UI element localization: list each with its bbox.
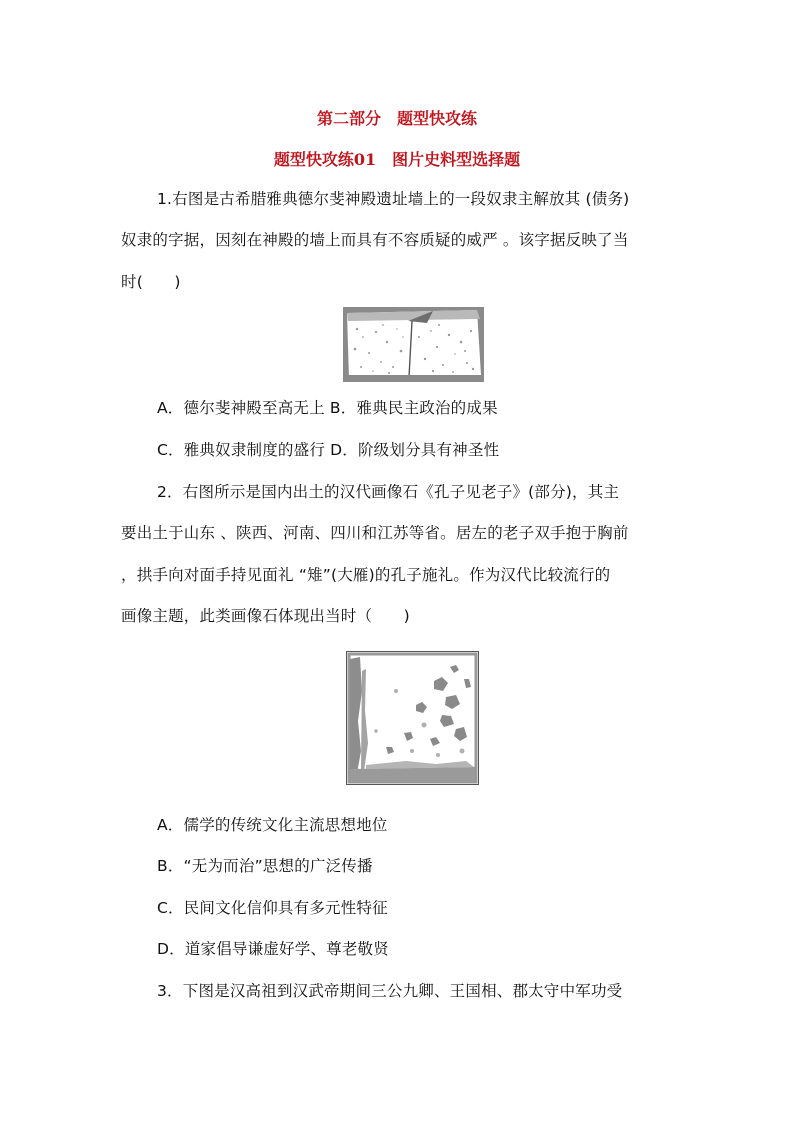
stone-inscription-drawing (343, 307, 484, 382)
question-1-line-2: 奴隶的字据，因刻在神殿的墙上而具有不容质疑的威严 。该字据反映了当 (121, 231, 629, 249)
question-2-option-b: B．“无为而治”思想的广泛传播 (157, 857, 373, 875)
question-1-option-line-2: C．雅典奴隶制度的盛行 D．阶级划分具有神圣性 (157, 441, 500, 459)
question-1-line-3: 时( ) (121, 273, 181, 291)
question-1-option-line-1: A．德尔斐神殿至高无上 B．雅典民主政治的成果 (157, 399, 498, 417)
question-2-line-4: 画像主题，此类画像石体现出当时（ ) (121, 607, 410, 625)
question-2-option-d: D．道家倡导谦虚好学、尊老敬贤 (157, 940, 389, 958)
question-1-line-1: 1.右图是古希腊雅典德尔斐神殿遗址墙上的一段奴隶主解放其 (债务) (157, 190, 630, 208)
stone-inscription-image (343, 307, 484, 382)
question-2-option-c: C．民间文化信仰具有多元性特征 (157, 899, 388, 917)
section-title: 题型快攻练01 图片史料型选择题 (273, 150, 521, 169)
question-2-line-3: ，拱手向对面手持见面礼 “雉”(大雁)的孔子施礼。作为汉代比较流行的 (121, 566, 611, 584)
question-2-line-1: 2．右图所示是国内出土的汉代画像石《孔子见老子》(部分)，其主 (157, 483, 620, 501)
stone-relief-image (346, 651, 479, 785)
question-2-option-a: A．儒学的传统文化主流思想地位 (157, 816, 388, 834)
stone-relief-drawing (346, 651, 479, 785)
question-2-line-2: 要出土于山东 、陕西、河南、四川和江苏等省。居左的老子双手抱于胸前 (121, 524, 629, 542)
question-3-line-1: 3．下图是汉高祖到汉武帝期间三公九卿、王国相、郡太守中军功受 (157, 982, 623, 1000)
part-title: 第二部分 题型快攻练 (316, 109, 477, 128)
